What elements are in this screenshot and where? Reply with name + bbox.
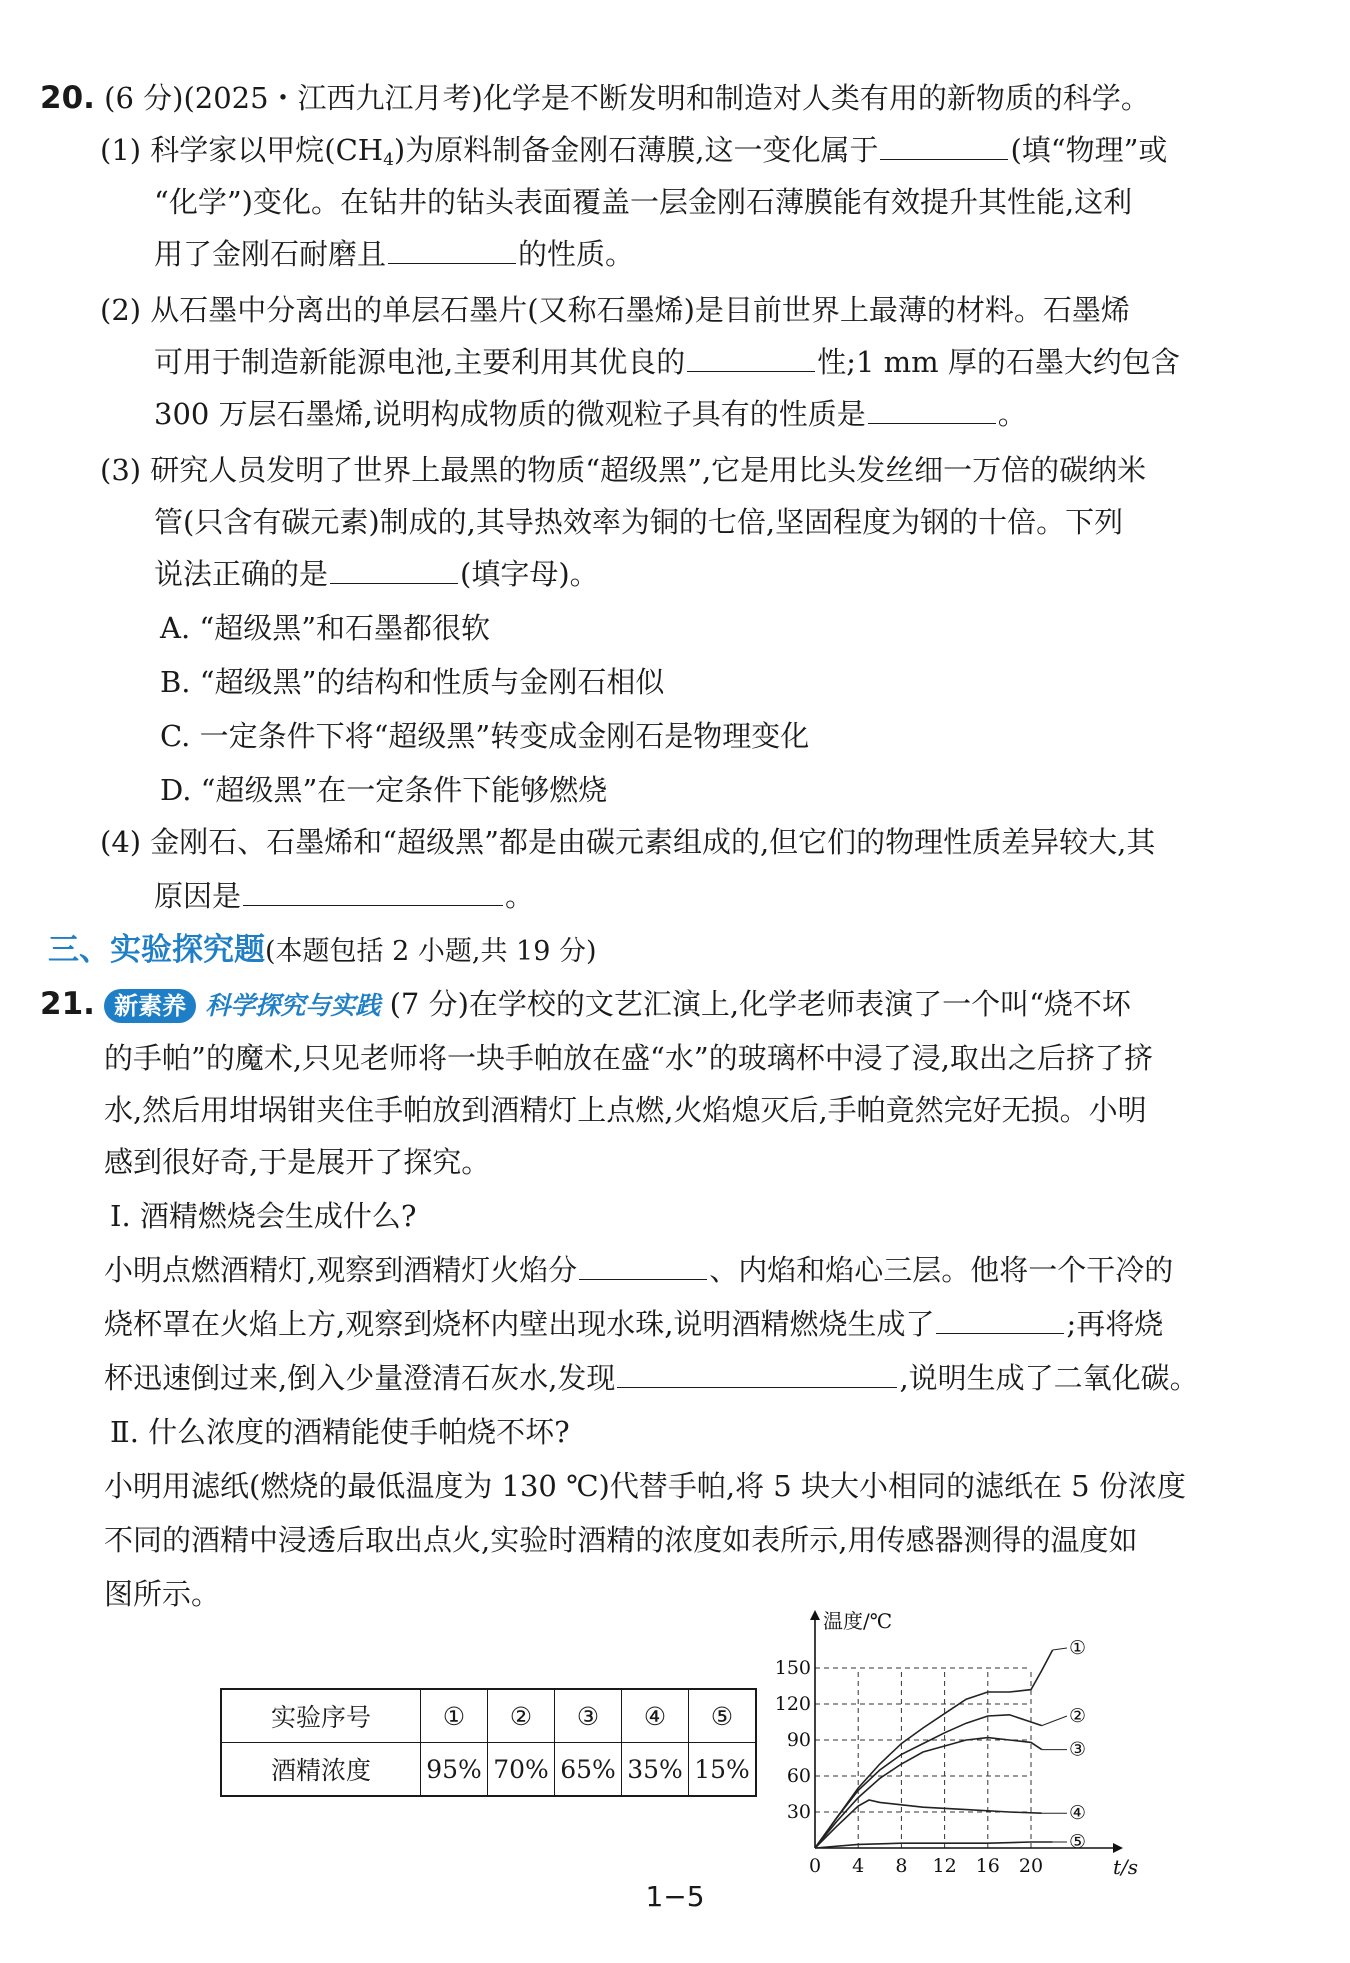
- q20-p2-line2: [154, 342, 1180, 382]
- x-tick-label: 20: [1018, 1855, 1044, 1877]
- q20-number: 20.: [40, 80, 95, 116]
- series-line: [815, 1738, 1042, 1848]
- q20-p3-text: 说法正确的是: [154, 557, 329, 591]
- chart-grid: [815, 1668, 1031, 1848]
- q20-p1-line2: “化学”)变化。在钻井的钻头表面覆盖一层金刚石薄膜能有效提升其性能,这利: [154, 185, 1133, 219]
- q21-part1-line1: [104, 1250, 1173, 1290]
- table-cell-concentration: 35%: [622, 1743, 689, 1797]
- y-axis-arrow: [810, 1610, 820, 1620]
- q20-p1-line3: [154, 234, 634, 274]
- concentration-table: [220, 1688, 757, 1797]
- answer-blank-2[interactable]: [388, 237, 516, 264]
- chart-labels: [775, 1609, 1138, 1879]
- q21-part2-line3: 图所示。: [104, 1577, 221, 1611]
- series-line: [815, 1842, 1053, 1848]
- answer-blank-9[interactable]: [617, 1361, 897, 1388]
- new-literacy-badge: 新素养: [104, 989, 196, 1023]
- answer-blank-8[interactable]: [936, 1307, 1064, 1334]
- table-cell-id: ②: [488, 1689, 555, 1743]
- q20-p1-text: 用了金刚石耐磨且: [154, 237, 387, 271]
- section3-title: 三、实验探究题: [48, 932, 265, 968]
- answer-blank-5[interactable]: [330, 557, 458, 584]
- table-header-label: 实验序号: [221, 1689, 421, 1743]
- q21-part1-line2: [104, 1304, 1163, 1344]
- temperature-chart: [774, 1609, 1180, 1879]
- q20-p1-text: )为原料制备金刚石薄膜,这一变化属于: [393, 133, 879, 167]
- table-cell-id: ①: [421, 1689, 488, 1743]
- table-cell-id: ④: [622, 1689, 689, 1743]
- q21-part1-text: 杯迅速倒过来,倒入少量澄清石灰水,发现: [104, 1361, 616, 1395]
- q20-p4-line2: [154, 876, 534, 916]
- table-cell-id: ③: [555, 1689, 622, 1743]
- y-axis-label: 温度/℃: [823, 1609, 893, 1633]
- q21-part1-text: ,说明生成了二氧化碳。: [899, 1361, 1199, 1395]
- q20-p2-line3: [154, 394, 1027, 434]
- section3-header: [48, 930, 597, 972]
- answer-blank-7[interactable]: [579, 1253, 707, 1280]
- table-cell-concentration: 65%: [555, 1743, 622, 1797]
- q21-line1: [40, 984, 1131, 1026]
- q21-part1-line3: [104, 1358, 1199, 1398]
- q21-part1-text: 、内焰和焰心三层。他将一个干冷的: [709, 1253, 1174, 1287]
- table-row-label: 酒精浓度: [221, 1743, 421, 1797]
- q20-p1-text: (1) 科学家以甲烷(CH: [100, 133, 384, 167]
- series-label: ④: [1069, 1802, 1087, 1825]
- badge-subtitle: 科学探究与实践: [205, 991, 381, 1020]
- table-cell-concentration: 15%: [689, 1743, 757, 1797]
- q21-part1-text: 小明点燃酒精灯,观察到酒精灯火焰分: [104, 1253, 578, 1287]
- q20-p2-text: 300 万层石墨烯,说明构成物质的微观粒子具有的性质是: [154, 397, 866, 431]
- q20-p4-text: 原因是: [154, 879, 242, 913]
- x-tick-label: 4: [852, 1855, 865, 1877]
- answer-blank-1[interactable]: [880, 133, 1008, 160]
- subscript-4: 4: [383, 150, 394, 170]
- q20-option-c: C. 一定条件下将“超级黑”转变成金刚石是物理变化: [160, 719, 810, 753]
- q20-p2-text: 可用于制造新能源电池,主要利用其优良的: [154, 345, 686, 379]
- q21-part2-title: Ⅱ. 什么浓度的酒精能使手帕烧不坏?: [110, 1415, 570, 1449]
- q20-p2-text: 。: [997, 397, 1027, 431]
- q20-p1-line1: [100, 130, 1167, 180]
- q20-p3-line1: (3) 研究人员发明了世界上最黑的物质“超级黑”,它是用比头发丝细一万倍的碳纳米: [100, 453, 1147, 487]
- x-tick-label: 12: [932, 1855, 957, 1877]
- x-axis-label: t/s: [1113, 1855, 1139, 1879]
- q21-part1-text: 烧杯罩在火焰上方,观察到烧杯内壁出现水珠,说明酒精燃烧生成了: [104, 1307, 935, 1341]
- x-tick-label: 8: [895, 1855, 908, 1877]
- x-tick-label: 0: [808, 1855, 822, 1877]
- q20-p3-text: (填字母)。: [460, 557, 599, 591]
- q20-p4-line1: (4) 金刚石、石墨烯和“超级黑”都是由碳元素组成的,但它们的物理性质差异较大,其: [100, 825, 1156, 859]
- chart-series: [815, 1648, 1067, 1848]
- series-label: ①: [1069, 1637, 1087, 1659]
- series-label: ⑤: [1069, 1831, 1087, 1853]
- y-tick-label: 60: [786, 1765, 811, 1787]
- y-tick-label: 120: [774, 1693, 811, 1715]
- q20-p3-line3: [154, 554, 599, 594]
- q20-p2-text: 性;1 mm 厚的石墨大约包含: [817, 345, 1180, 379]
- section3-note: (本题包括 2 小题,共 19 分): [265, 936, 597, 967]
- q20-option-b: B. “超级黑”的结构和性质与金刚石相似: [160, 665, 665, 699]
- q20-p1-text: (填“物理”或: [1010, 133, 1168, 167]
- q20-option-a: A. “超级黑”和石墨都很软: [160, 611, 491, 645]
- q20-stem-line: [40, 78, 1150, 118]
- series-leader-line: [1042, 1716, 1067, 1726]
- y-tick-label: 90: [786, 1729, 811, 1751]
- series-label: ③: [1069, 1738, 1087, 1761]
- q20-p2-line1: (2) 从石墨中分离出的单层石墨片(又称石墨烯)是目前世界上最薄的材料。石墨烯: [100, 293, 1130, 327]
- answer-blank-6[interactable]: [243, 879, 503, 906]
- y-tick-label: 30: [786, 1801, 811, 1823]
- q21-part2-line1: 小明用滤纸(燃烧的最低温度为 130 ℃)代替手帕,将 5 块大小相同的滤纸在 5 份浓度: [104, 1469, 1186, 1503]
- q21-text: (7 分)在学校的文艺汇演上,化学老师表演了一个叫“烧不坏: [389, 987, 1131, 1021]
- answer-blank-4[interactable]: [868, 397, 996, 424]
- q21-number: 21.: [40, 986, 95, 1022]
- q21-part2-line2: 不同的酒精中浸透后取出点火,实验时酒精的浓度如表所示,用传感器测得的温度如: [104, 1523, 1138, 1557]
- x-tick-label: 16: [975, 1855, 1000, 1877]
- q21-line3: 水,然后用坩埚钳夹住手帕放到酒精灯上点燃,火焰熄灭后,手帕竟然完好无损。小明: [104, 1093, 1147, 1127]
- q20-p3-line2: 管(只含有碳元素)制成的,其导热效率为铜的七倍,坚固程度为钢的十倍。下列: [154, 505, 1124, 539]
- x-axis-arrow: [1113, 1843, 1123, 1853]
- table-cell-id: ⑤: [689, 1689, 757, 1743]
- table-cell-concentration: 70%: [488, 1743, 555, 1797]
- q20-p4-text: 。: [505, 879, 535, 913]
- page-number: 1−5: [645, 1880, 705, 1913]
- q21-line4: 感到很好奇,于是展开了探究。: [104, 1145, 491, 1179]
- series-line: [815, 1715, 1042, 1848]
- q20-stem: (6 分)(2025・江西九江月考)化学是不断发明和制造对人类有用的新物质的科学。: [104, 81, 1150, 115]
- q21-part1-title: Ⅰ. 酒精燃烧会生成什么?: [110, 1199, 417, 1233]
- table-row: [221, 1689, 756, 1743]
- q21-line2: 的手帕”的魔术,只见老师将一块手帕放在盛“水”的玻璃杯中浸了浸,取出之后挤了挤: [104, 1041, 1153, 1075]
- q20-p1-text: 的性质。: [518, 237, 635, 271]
- series-label: ②: [1069, 1705, 1087, 1727]
- table-cell-concentration: 95%: [421, 1743, 488, 1797]
- answer-blank-3[interactable]: [687, 345, 815, 372]
- q21-part1-text: ;再将烧: [1066, 1307, 1164, 1341]
- q20-option-d: D. “超级黑”在一定条件下能够燃烧: [160, 773, 608, 807]
- series-leader-line: [1053, 1648, 1067, 1650]
- table-row: [221, 1743, 756, 1797]
- y-tick-label: 150: [774, 1657, 811, 1679]
